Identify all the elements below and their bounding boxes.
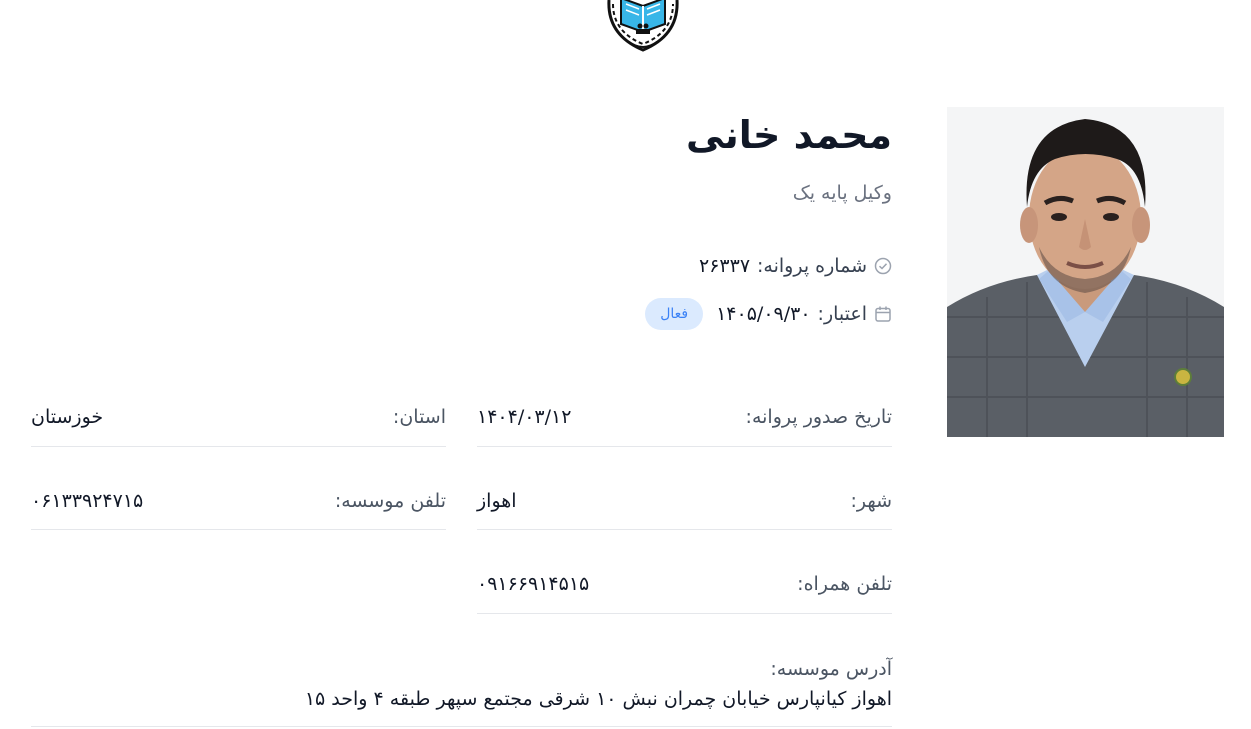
- issue-date-value: ۱۴۰۴/۰۳/۱۲: [477, 406, 572, 428]
- city-value: اهواز: [477, 490, 517, 512]
- lawyer-portrait-photo: [947, 107, 1224, 437]
- lawyer-role: وکیل پایه یک: [792, 182, 892, 204]
- check-circle-icon: [874, 257, 892, 275]
- issue-date-field: [477, 386, 892, 447]
- lawyer-name: محمد خانی: [686, 113, 892, 157]
- validity-date: ۱۴۰۵/۰۹/۳۰: [716, 303, 811, 325]
- city-field: [477, 470, 892, 530]
- mobile-field: [477, 553, 892, 614]
- license-number-label: شماره پروانه:: [757, 255, 867, 277]
- office-address-field: [31, 640, 892, 727]
- lawyer-photo: [947, 107, 1224, 437]
- city-label: شهر:: [850, 490, 892, 512]
- mobile-value[interactable]: ۰۹۱۶۶۹۱۴۵۱۵: [477, 573, 590, 595]
- office-phone-field: [31, 470, 446, 530]
- office-address-label: آدرس موسسه:: [770, 658, 892, 680]
- calendar-icon: [874, 305, 892, 323]
- license-number-value: ۲۶۳۳۷: [699, 255, 751, 277]
- office-address-value: اهواز کیانپارس خیابان چمران نبش ۱۰ شرقی مجتمع سپهر طبقه ۴ واحد ۱۵: [304, 688, 892, 710]
- issue-date-label: تاریخ صدور پروانه:: [745, 406, 892, 428]
- validity-label: اعتبار:: [817, 303, 867, 325]
- office-phone-label: تلفن موسسه:: [334, 490, 446, 512]
- province-value: خوزستان: [31, 406, 104, 428]
- province-field: [31, 386, 446, 447]
- mobile-label: تلفن همراه:: [797, 573, 892, 595]
- bar-association-logo: [599, 0, 687, 52]
- status-badge: فعال: [645, 298, 703, 330]
- validity-row: [645, 294, 892, 334]
- bar-association-emblem-icon: [599, 0, 687, 52]
- province-label: استان:: [392, 406, 446, 428]
- office-phone-value[interactable]: ۰۶۱۳۳۹۲۴۷۱۵: [31, 490, 144, 512]
- license-number-row: [699, 255, 892, 277]
